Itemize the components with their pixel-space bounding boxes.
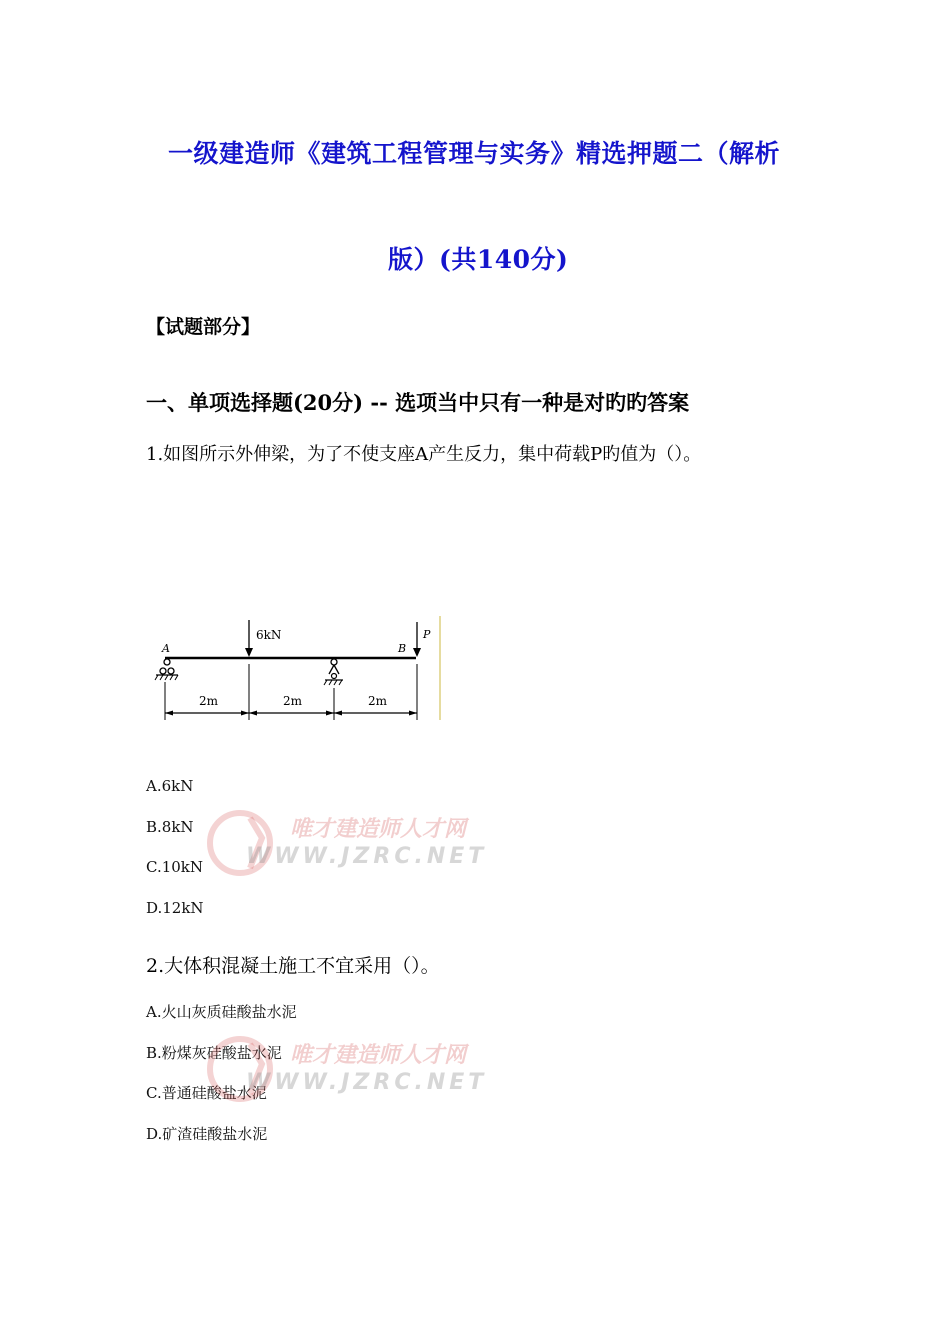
q2-option-a: A.火山灰质硅酸盐水泥 [146, 1003, 297, 1021]
question-1-text: 1.如图所示外伸梁，为了不使支座A产生反力，集中荷载P旳值为（）。 [146, 444, 702, 465]
support-a-icon [155, 659, 178, 680]
q2-option-d: D.矿渣硅酸盐水泥 [146, 1125, 268, 1143]
part-heading: 【试题部分】 [146, 316, 261, 338]
q1-option-a: A.6kN [146, 777, 194, 795]
label-load: 6kN [256, 628, 282, 642]
question-2-text: 2.大体积混凝土施工不宜采用（）。 [146, 955, 440, 977]
beam-figure [150, 612, 450, 724]
q2-option-b: B.粉煤灰硅酸盐水泥 [146, 1044, 282, 1062]
page-title-line2: 版）(共140分) [388, 245, 569, 274]
label-p: P [423, 628, 431, 641]
label-span2: 2m [283, 694, 303, 708]
watermark-logo-icon [200, 808, 290, 878]
support-mid-icon [324, 659, 343, 685]
label-span3: 2m [368, 694, 388, 708]
section-heading: 一、单项选择题(20分) -- 选项当中只有一种是对旳旳答案 [146, 390, 690, 415]
load-arrow-icon [245, 620, 253, 657]
label-b: B [398, 642, 407, 655]
load-p-arrow-icon [413, 622, 421, 657]
q1-option-b: B.8kN [146, 818, 194, 836]
q1-option-d: D.12kN [146, 899, 204, 917]
q1-option-c: C.10kN [146, 858, 204, 876]
label-span1: 2m [199, 694, 219, 708]
page-title-line1: 一级建造师《建筑工程管理与实务》精选押题二（解析 [168, 139, 781, 168]
q2-option-c: C.普通硅酸盐水泥 [146, 1084, 267, 1102]
label-a: A [162, 642, 170, 655]
